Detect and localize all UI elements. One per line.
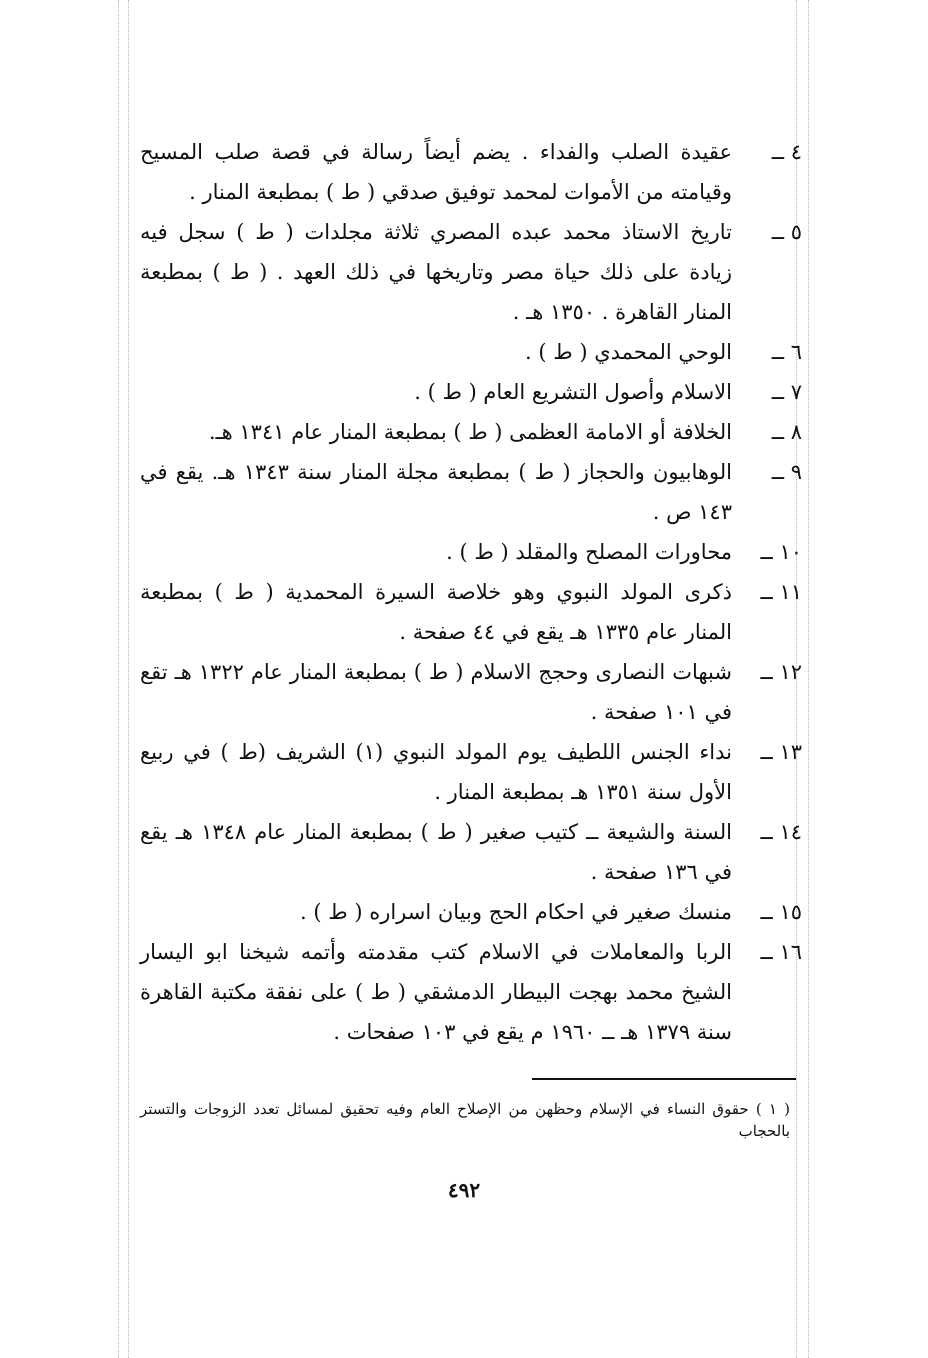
- list-item: [140, 452, 802, 532]
- item-text: الوهابيون والحجاز ( ط ) بمطبعة مجلة المنار سنة ١٣٤٣ هـ. يقع في ١٤٣ ص .: [140, 460, 732, 524]
- list-item: [140, 572, 802, 652]
- list-item: [140, 652, 802, 732]
- list-item: [140, 372, 802, 412]
- item-text: نداء الجنس اللطيف يوم المولد النبوي (١) الشريف (ط ) في ربيع الأول سنة ١٣٥١ هـ بمطبعة المنار .: [140, 740, 732, 804]
- footnote-divider: [532, 1078, 796, 1080]
- list-item: [140, 412, 802, 452]
- footnote: ( ١ ) حقوق النساء في الإسلام وحظهن من الإصلاح العام وفيه تحقيق لمسائل تعدد الزوجات والتستر بالحجاب: [140, 1100, 790, 1140]
- item-text: محاورات المصلح والمقلد ( ط ) .: [446, 540, 732, 564]
- list-item: [140, 132, 802, 212]
- margin-guide-left-outer: [118, 0, 119, 1358]
- item-text: الربا والمعاملات في الاسلام كتب مقدمته وأتمه شيخنا ابو اليسار الشيخ محمد بهجت البيطار الدمشقي ( ط ) على نفقة مكتبة القاهرة سنة ١٣٧٩ هـ ــ ١٩٦٠ م يقع في ١٠٣ صفحات .: [140, 940, 732, 1044]
- item-number: ٤ ــ: [771, 140, 802, 164]
- item-number: ١١ ــ: [760, 580, 802, 604]
- margin-guide-left-inner: [128, 0, 129, 1358]
- bibliography-list: [140, 132, 802, 1052]
- item-text: الاسلام وأصول التشريع العام ( ط ) .: [414, 380, 732, 404]
- item-number: ١٥ ــ: [760, 900, 802, 924]
- item-text: السنة والشيعة ــ كتيب صغير ( ط ) بمطبعة المنار عام ١٣٤٨ هـ يقع في ١٣٦ صفحة .: [140, 820, 732, 884]
- item-number: ١٤ ــ: [760, 820, 802, 844]
- item-number: ٧ ــ: [771, 380, 802, 404]
- item-text: عقيدة الصلب والفداء . يضم أيضاً رسالة في قصة صلب المسيح وقيامته من الأموات لمحمد توفيق صدقي ( ط ) بمطبعة المنار .: [140, 140, 732, 204]
- item-number: ٩ ــ: [771, 460, 802, 484]
- page-number: ٤٩٢: [447, 1178, 481, 1202]
- item-number: ١٢ ــ: [760, 660, 802, 684]
- list-item: [140, 212, 802, 332]
- item-number: ٨ ــ: [771, 420, 802, 444]
- item-text: منسك صغير في احكام الحج وبيان اسراره ( ط ) .: [300, 900, 732, 924]
- item-number: ١٦ ــ: [760, 940, 802, 964]
- item-number: ٥ ــ: [771, 220, 802, 244]
- item-text: شبهات النصارى وحجج الاسلام ( ط ) بمطبعة المنار عام ١٣٢٢ هـ تقع في ١٠١ صفحة .: [140, 660, 732, 724]
- item-text: الخلافة أو الامامة العظمى ( ط ) بمطبعة المنار عام ١٣٤١ هـ.: [208, 420, 732, 444]
- list-item: [140, 332, 802, 372]
- list-item: [140, 732, 802, 812]
- item-number: ٦ ــ: [771, 340, 802, 364]
- item-text: الوحي المحمدي ( ط ) .: [525, 340, 732, 364]
- item-text: تاريخ الاستاذ محمد عبده المصري ثلاثة مجلدات ( ط ) سجل فيه زيادة على ذلك حياة مصر وتاريخها في ذلك العهد . ( ط ) بمطبعة المنار القاهرة . ١٣٥٠ هـ .: [140, 220, 732, 324]
- item-number: ١٠ ــ: [760, 540, 802, 564]
- list-item: [140, 892, 802, 932]
- item-number: ١٣ ــ: [760, 740, 802, 764]
- margin-guide-right-outer: [808, 0, 809, 1358]
- list-item: [140, 932, 802, 1052]
- list-item: [140, 532, 802, 572]
- list-item: [140, 812, 802, 892]
- item-text: ذكرى المولد النبوي وهو خلاصة السيرة المحمدية ( ط ) بمطبعة المنار عام ١٣٣٥ هـ يقع في ٤٤ صفحة .: [140, 580, 732, 644]
